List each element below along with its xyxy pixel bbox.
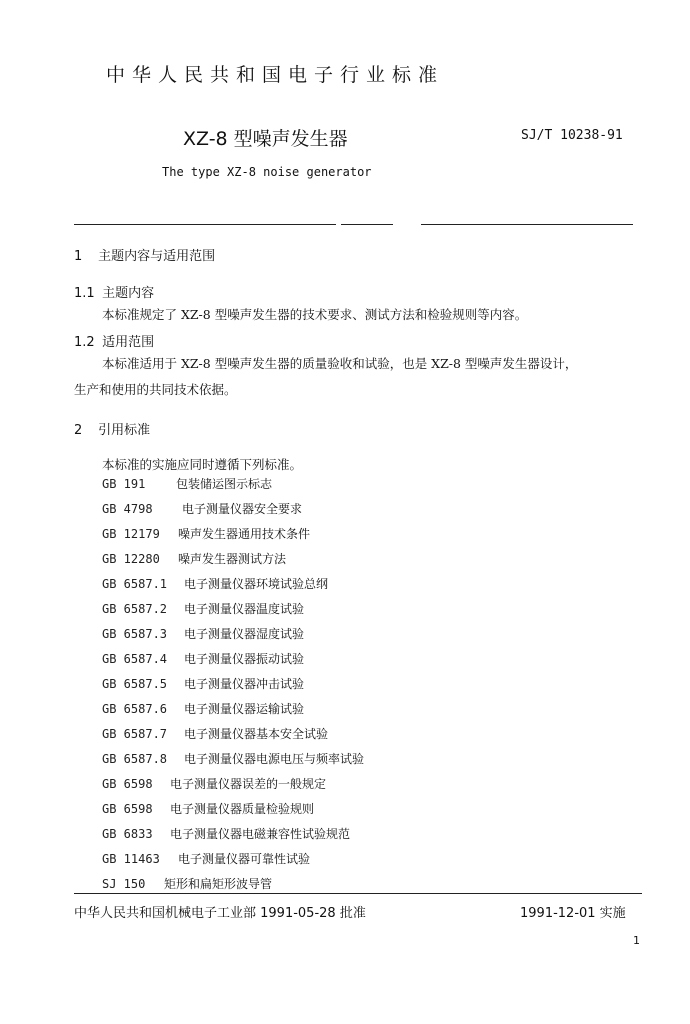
ref-code: GB 6587.4 — [102, 652, 168, 666]
header-rule-left — [74, 224, 336, 225]
ref-name: 电子测量仪器运输试验 — [184, 702, 305, 716]
ref-name: 电子测量仪器环境试验总纲 — [184, 577, 329, 591]
page-number: 1 — [633, 934, 640, 947]
ref-name: 电子测量仪器振动试验 — [184, 652, 305, 666]
section-1-1-number: 1.1 — [74, 286, 95, 301]
section-1-2-heading — [74, 331, 154, 350]
ref-code: GB 6587.7 — [102, 727, 168, 741]
list-item — [102, 850, 364, 875]
ref-code: GB 6587.8 — [102, 752, 168, 766]
section-1-number: 1 — [74, 249, 83, 264]
list-item — [102, 875, 364, 900]
ref-code: GB 12280 — [102, 552, 160, 566]
section-1-1-text: 本标准规定了 XZ-8 型噪声发生器的技术要求、测试方法和检验规则等内容。 — [102, 307, 528, 322]
ref-name: 电子测量仪器温度试验 — [184, 602, 305, 616]
list-item — [102, 625, 364, 650]
list-item — [102, 825, 364, 850]
list-item — [102, 525, 364, 550]
ref-code: GB 4798 — [102, 502, 153, 516]
list-item — [102, 750, 364, 775]
ref-code: GB 6833 — [102, 827, 153, 841]
ref-name: 电子测量仪器可靠性试验 — [178, 852, 311, 866]
section-1-1-title: 主题内容 — [102, 286, 155, 301]
list-item — [102, 600, 364, 625]
list-item — [102, 800, 364, 825]
section-1-2-title: 适用范围 — [102, 335, 155, 350]
header-rule-right — [421, 224, 633, 225]
list-item — [102, 650, 364, 675]
issuing-authority-heading: 中华人民共和国电子行业标准 — [106, 64, 445, 86]
section-1-heading — [74, 245, 215, 264]
ref-code: GB 6587.5 — [102, 677, 168, 691]
ref-code: GB 6587.1 — [102, 577, 168, 591]
ref-name: 包装储运图示标志 — [176, 477, 273, 491]
ref-name: 电子测量仪器安全要求 — [182, 502, 303, 516]
implementation-date: 1991-12-01 实施 — [520, 906, 626, 921]
ref-name: 电子测量仪器质量检验规则 — [170, 802, 315, 816]
ref-code: GB 191 — [102, 477, 146, 491]
list-item — [102, 775, 364, 800]
ref-name: 电子测量仪器基本安全试验 — [184, 727, 329, 741]
ref-code: SJ 150 — [102, 877, 146, 891]
section-2-intro: 本标准的实施应同时遵循下列标准。 — [102, 457, 303, 472]
list-item — [102, 725, 364, 750]
list-item — [102, 475, 364, 500]
approval-line: 中华人民共和国机械电子工业部 1991-05-28 批准 — [74, 906, 366, 921]
section-1-2-text-line2: 生产和使用的共同技术依据。 — [74, 382, 237, 397]
section-1-2-text-line1: 本标准适用于 XZ-8 型噪声发生器的质量验收和试验，也是 XZ-8 型噪声发生器设计， — [102, 356, 578, 371]
ref-code: GB 11463 — [102, 852, 160, 866]
document-title: XZ-8 型噪声发生器 — [183, 128, 348, 150]
section-1-title: 主题内容与适用范围 — [98, 249, 216, 264]
section-1-2-number: 1.2 — [74, 335, 95, 350]
ref-code: GB 6598 — [102, 802, 153, 816]
ref-name: 电子测量仪器冲击试验 — [184, 677, 305, 691]
footer-rule — [74, 893, 642, 894]
header-rule-middle — [341, 224, 393, 225]
ref-name: 噪声发生器通用技术条件 — [178, 527, 311, 541]
section-1-1-heading — [74, 282, 154, 301]
referenced-standards-list — [102, 475, 364, 900]
list-item — [102, 550, 364, 575]
standard-code: SJ/T 10238-91 — [521, 128, 623, 143]
section-2-title: 引用标准 — [98, 423, 151, 438]
ref-name: 电子测量仪器电源电压与频率试验 — [184, 752, 365, 766]
ref-name: 噪声发生器测试方法 — [178, 552, 287, 566]
list-item — [102, 575, 364, 600]
ref-name: 电子测量仪器误差的一般规定 — [170, 777, 327, 791]
section-2-number: 2 — [74, 423, 83, 438]
list-item — [102, 500, 364, 525]
english-title: The type XZ-8 noise generator — [162, 165, 372, 179]
section-2-heading — [74, 419, 150, 438]
ref-code: GB 6587.3 — [102, 627, 168, 641]
ref-code: GB 6587.2 — [102, 602, 168, 616]
ref-name: 电子测量仪器电磁兼容性试验规范 — [170, 827, 351, 841]
list-item — [102, 675, 364, 700]
ref-code: GB 6587.6 — [102, 702, 168, 716]
list-item — [102, 700, 364, 725]
ref-code: GB 12179 — [102, 527, 160, 541]
ref-name: 矩形和扁矩形波导管 — [164, 877, 273, 891]
ref-name: 电子测量仪器湿度试验 — [184, 627, 305, 641]
ref-code: GB 6598 — [102, 777, 153, 791]
